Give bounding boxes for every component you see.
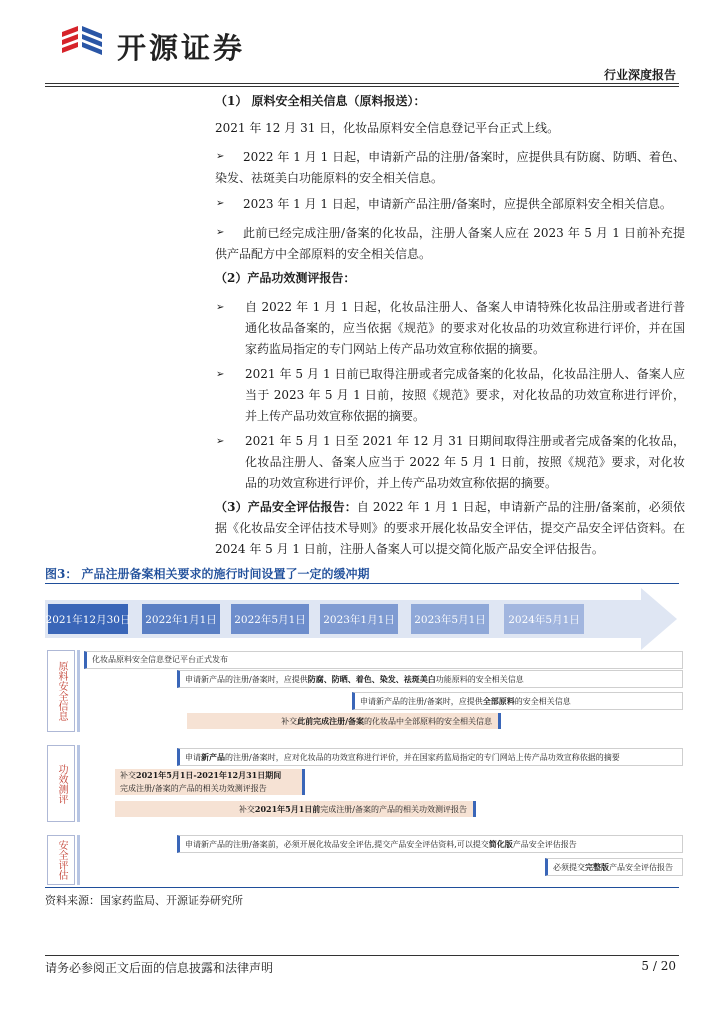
- figure-title: 图3： 产品注册备案相关要求的施行时间设置了一定的缓冲期: [45, 567, 370, 581]
- bar-text: 的注册/备案时，应对化妆品的功效宣称进行评价，并在国家药监局指定的专门网站上传产品功效宣称依据的摘要: [225, 753, 620, 762]
- bar-text-bold: 此前完成注册/备案: [297, 716, 364, 726]
- bullet-arrow-icon: ➢: [216, 151, 225, 162]
- bar-text: 产品安全评估报告: [512, 840, 577, 849]
- bar-text: 的化妆品中全部原料的安全相关信息: [364, 717, 492, 726]
- category-efficacy: [47, 745, 75, 822]
- timeline-date-5: 2023年5月1日: [411, 604, 489, 634]
- bar-text-bold: 全部原料: [482, 696, 515, 706]
- bar-text: 申请新产品的注册/备案时，应提供: [360, 697, 483, 706]
- bar-material-all: [352, 692, 683, 710]
- figure-top-rule: [45, 583, 679, 584]
- header-divider-secondary: [45, 86, 679, 87]
- timeline-date-6: 2024年5月1日: [504, 604, 584, 634]
- bar-material-functional: [177, 670, 683, 688]
- bullet-arrow-icon: ➢: [216, 198, 225, 209]
- bar-material-supplement: [187, 713, 501, 729]
- bar-text-bold: 2021年5月1日前: [254, 804, 321, 814]
- bar-efficacy-period: [115, 769, 305, 795]
- bar-text: 补交: [120, 771, 136, 780]
- footer-divider: [45, 955, 679, 956]
- bar-text: 产品安全评估报告: [609, 863, 673, 872]
- section1-bullet-2: 2023 年 1 月 1 日起，申请新产品注册/备案时，应提供全部原料安全相关信息。: [243, 197, 672, 211]
- section2-heading: （2）产品功效测评报告：: [215, 271, 356, 285]
- section2-bullet-1: 自 2022 年 1 月 1 日起，化妆品注册人、备案人申请特殊化妆品注册或者进行普通化妆品备案的，应当依据《规范》的要求对化妆品的功效宣称进行评价，并在国家药监局指定的专门网站上传产品功效宣称依据的摘要。: [245, 300, 685, 356]
- category-safety-line: [77, 835, 80, 885]
- bar-text: 功能原料的安全相关信息: [435, 675, 524, 684]
- category-label: 功效测评: [56, 763, 67, 804]
- bar-safety-simplified: [177, 835, 683, 853]
- bar-text-bold: 2021年5月1日-2021年12月31日期间: [136, 770, 282, 780]
- category-material-safety: [47, 650, 75, 732]
- bar-text: 的安全相关信息: [514, 697, 571, 706]
- report-type-label: 行业深度报告: [603, 68, 676, 82]
- timeline-date-4: 2023年1月1日: [320, 604, 398, 634]
- section2-bullet-3: 2021 年 5 月 1 日至 2021 年 12 月 31 日期间取得注册或者完成备案的化妆品，化妆品注册人、备案人应当于 2022 年 5 月 1 日前，按照《规范》要求，对化妆品的功效宣称进行评价，并上传产品功效宣称依据的摘要。: [245, 434, 685, 490]
- bar-text-bold: 简化版: [488, 839, 513, 849]
- footer-disclaimer: 请务必参阅正文后面的信息披露和法律声明: [45, 961, 274, 975]
- category-efficacy-line: [77, 745, 80, 822]
- category-label: 原料安全信息: [56, 661, 67, 721]
- timeline-date-1: 2021年12月30日: [48, 604, 128, 634]
- section2-bullet-2: 2021 年 5 月 1 日前已取得注册或者完成备案的化妆品，化妆品注册人、备案人应当于 2023 年 5 月 1 日前，按照《规范》要求，对化妆品的功效宣称进行评价，并上传产品功效宣称依据的摘要。: [245, 367, 685, 423]
- section3-heading: （3）产品安全评估报告：: [215, 500, 357, 514]
- header-divider: [45, 83, 679, 84]
- section1-bullet-3: 此前已经完成注册/备案的化妆品，注册人备案人应在 2023 年 5 月 1 日前补充提供产品配方中全部原料的安全相关信息。: [215, 226, 685, 261]
- section1-bullet-1: 2022 年 1 月 1 日起，申请新产品的注册/备案时，应提供具有防腐、防晒、着色、染发、祛斑美白功能原料的安全相关信息。: [215, 150, 685, 185]
- bar-line-2: 完成注册/备案的产品的相关功效测评报告: [120, 784, 267, 793]
- bullet-arrow-icon: ➢: [216, 227, 225, 238]
- bar-text-bold: 完整版: [585, 862, 609, 872]
- bar-line-1: [120, 769, 302, 782]
- bar-text: 必须提交: [553, 863, 585, 872]
- timeline-date-3: 2022年5月1日: [231, 604, 309, 634]
- bar-safety-complete: [545, 858, 683, 876]
- bar-material-platform: 化妆品原料安全信息登记平台正式发布: [84, 651, 683, 669]
- bar-text: 申请新产品的注册/备案时，应提供: [185, 675, 308, 684]
- brand-logo-icon: [58, 24, 110, 58]
- bar-text-bold: 防腐、防晒、着色、染发、祛斑美白: [307, 674, 436, 684]
- bullet-arrow-icon: ➢: [216, 369, 225, 380]
- section3-paragraph: [215, 497, 685, 560]
- section1-heading: （1） 原料安全相关信息（原料报送）：: [215, 94, 426, 108]
- bar-text: 完成注册/备案的产品的相关功效测评报告: [320, 805, 467, 814]
- bar-text-bold: 新产品: [201, 752, 225, 762]
- bar-text: 申请: [185, 753, 201, 762]
- category-label: 安全评估: [56, 840, 67, 880]
- category-material-line: [77, 650, 80, 732]
- figure-bottom-rule: [45, 887, 679, 888]
- brand-name: 开源证券: [117, 31, 246, 65]
- bar-text: 申请新产品的注册/备案前，必须开展化妆品安全评估,提交产品安全评估资料,可以提交: [185, 840, 489, 849]
- section1-intro: 2021 年 12 月 31 日，化妆品原料安全信息登记平台正式上线。: [215, 121, 560, 135]
- bullet-arrow-icon: ➢: [216, 302, 225, 313]
- page-number: 5 / 20: [641, 959, 676, 973]
- bullet-arrow-icon: ➢: [216, 436, 225, 447]
- figure-source: 资料来源：国家药监局、开源证券研究所: [45, 894, 243, 907]
- timeline-date-2: 2022年1月1日: [142, 604, 220, 634]
- bar-text: 补交: [281, 717, 298, 726]
- section3-text: 自 2022 年 1 月 1 日起，申请新产品的注册/备案前，必须依据《化妆品安全评估技术导则》的要求开展化妆品安全评估，提交产品安全评估资料。在 2024 年 5 月 1 日前，注册人备案人可以提交简化版产品安全评估报告。: [215, 500, 685, 556]
- bar-text: 补交: [238, 805, 255, 814]
- bar-efficacy-before: [115, 801, 476, 817]
- category-safety-assessment: [47, 835, 75, 885]
- bar-efficacy-new: [177, 748, 683, 766]
